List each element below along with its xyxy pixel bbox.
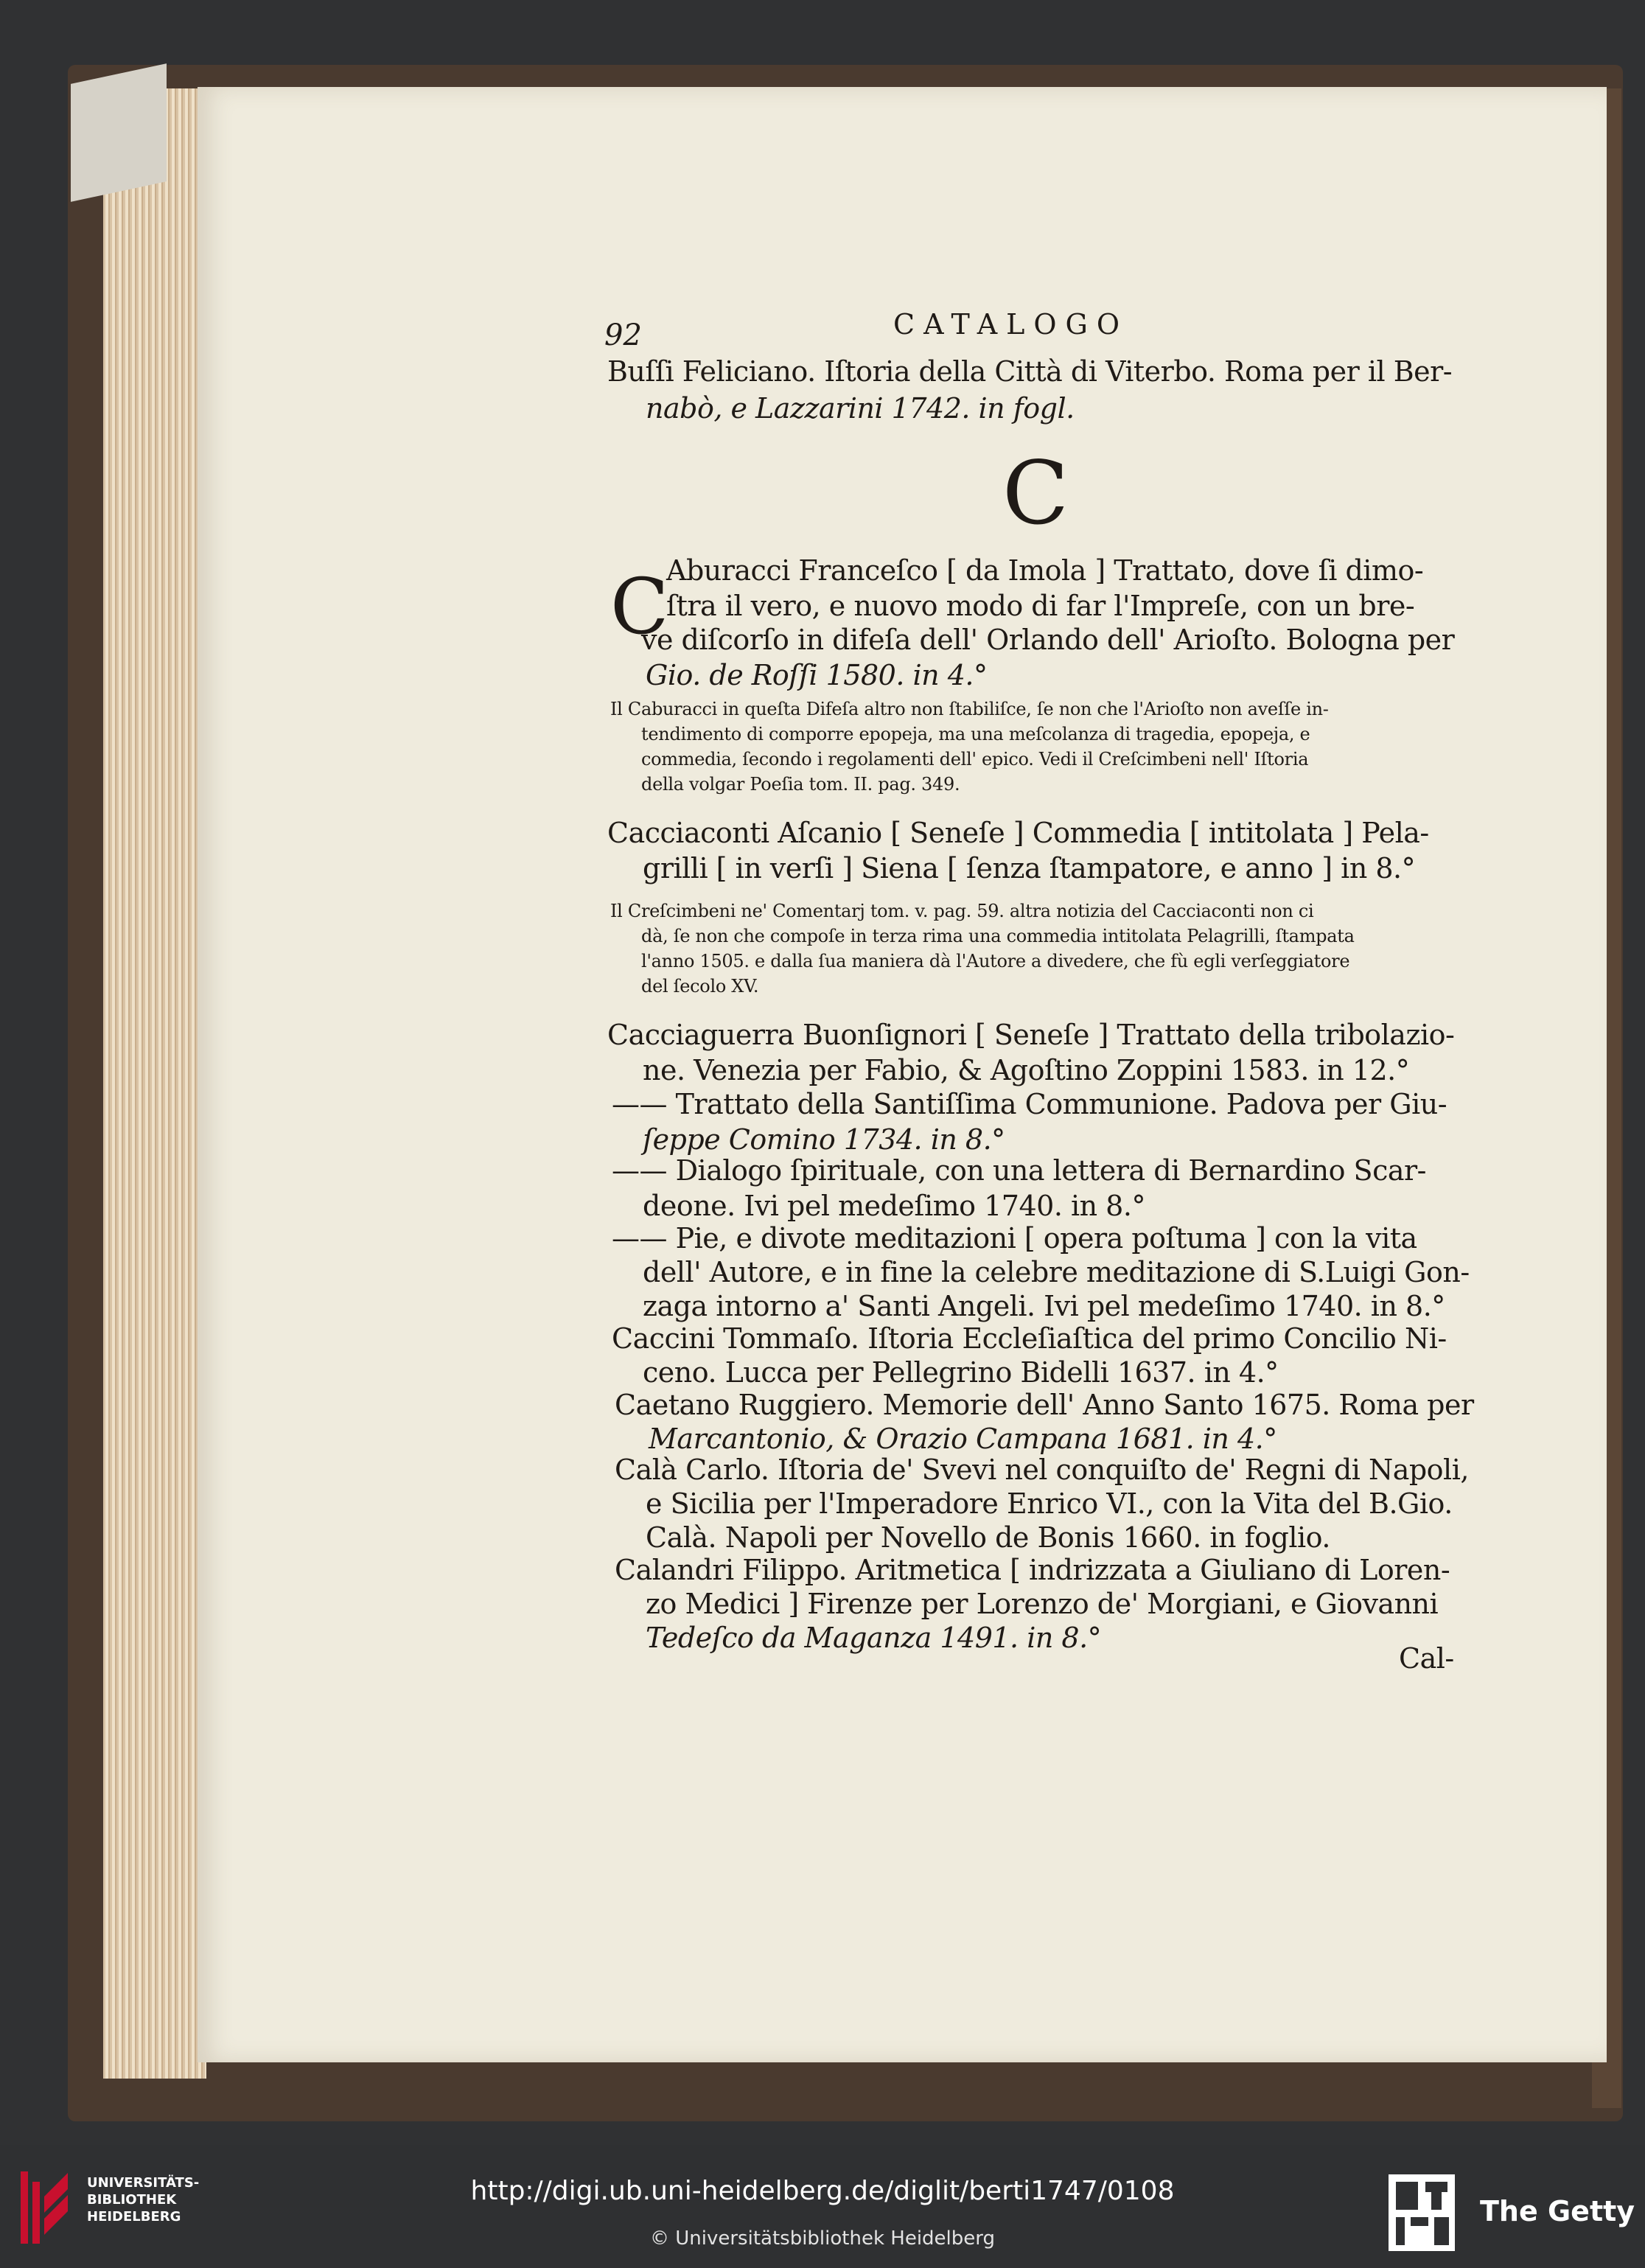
text-line: ſeppe Comino 1734. in 8.° — [643, 1123, 1005, 1156]
drop-cap: C — [610, 562, 669, 652]
text-line: Calà. Napoli per Novello de Bonis 1660. in foglio. — [646, 1521, 1330, 1554]
text-line: Calandri Filippo. Aritmetica [ indrizzata a Giuliano di Loren- — [615, 1554, 1450, 1586]
text-line: del ſecolo XV. — [641, 976, 759, 997]
text-line: Cacciaguerra Buonſignori [ Seneſe ] Trattato della tribolazio- — [607, 1019, 1455, 1051]
running-header: CATALOGO — [893, 308, 1129, 341]
getty-logo-icon — [1386, 2171, 1458, 2254]
text-line: Caetano Ruggiero. Memorie dell' Anno Santo 1675. Roma per — [615, 1389, 1474, 1421]
text-line: Cacciaconti Aſcanio [ Seneſe ] Commedia [ intitolata ] Pela- — [607, 817, 1429, 849]
text-line: tendimento di comporre epopeja, ma una meſcolanza di tragedia, epopeja, e — [641, 724, 1310, 744]
text-line: zaga intorno a' Santi Angeli. Ivi pel medeſimo 1740. in 8.° — [643, 1290, 1445, 1322]
text-line: —— Pie, e divote meditazioni [ opera poſtuma ] con la vita — [612, 1222, 1417, 1255]
text-line: —— Dialogo ſpirituale, con una lettera di Bernardino Scar- — [612, 1154, 1427, 1187]
source-url-link[interactable]: http://digi.ub.uni-heidelberg.de/diglit/berti1747/0108 — [470, 2176, 1175, 2206]
text-line: Il Creſcimbeni ne' Comentarj tom. v. pag. 59. altra notizia del Cacciaconti non ci — [610, 901, 1314, 921]
text-line: zo Medici ] Firenze per Lorenzo de' Morgiani, e Giovanni — [646, 1588, 1439, 1620]
text-line: ve diſcorſo in difeſa dell' Orlando dell' Arioſto. Bologna per — [641, 624, 1455, 656]
text-line: ſtra il vero, e nuovo modo di far l'Impreſe, con un bre- — [666, 590, 1415, 622]
text-line: ne. Venezia per Fabio, & Agoſtino Zoppini 1583. in 12.° — [643, 1054, 1410, 1086]
text-line: commedia, ſecondo i regolamenti dell' epico. Vedi il Creſcimbeni nell' Iſtoria — [641, 749, 1309, 770]
text-line: grilli [ in verſi ] Siena [ ſenza ſtampatore, e anno ] in 8.° — [643, 852, 1416, 884]
text-line: Cal- — [1399, 1642, 1454, 1675]
text-line: —— Trattato della Santiſſima Communione. Padova per Giu- — [612, 1088, 1447, 1120]
text-line: l'anno 1505. e dalla ſua maniera dà l'Autore a divedere, che fù egli verſeggiatore — [641, 951, 1350, 971]
text-line: dell' Autore, e in fine la celebre meditazione di S.Luigi Gon- — [643, 1256, 1470, 1288]
section-letter: C — [1002, 442, 1069, 544]
text-line: Il Caburacci in queſta Difeſa altro non ſtabiliſce, ſe non che l'Arioſto non aveſſe in- — [610, 699, 1329, 719]
text-line: Gio. de Roſſi 1580. in 4.° — [646, 659, 988, 691]
text-line: Buſſi Feliciano. Iſtoria della Città di Viterbo. Roma per il Ber- — [607, 355, 1453, 388]
text-line: deone. Ivi pel medeſimo 1740. in 8.° — [643, 1190, 1145, 1222]
page-edges — [103, 88, 206, 2079]
getty-logo-text: The Getty — [1480, 2195, 1635, 2227]
text-line: della volgar Poeſia tom. II. pag. 349. — [641, 774, 960, 795]
logo-left-text: UNIVERSITÄTS- BIBLIOTHEK HEIDELBERG — [87, 2175, 200, 2225]
text-line: dà, ſe non che compoſe in terza rima una commedia intitolata Pelagrilli, ſtampata — [641, 926, 1355, 946]
copyright-text: © Universitätsbibliothek Heidelberg — [649, 2227, 995, 2250]
text-line: Tedeſco da Maganza 1491. in 8.° — [646, 1622, 1102, 1654]
text-line: Aburacci Franceſco [ da Imola ] Trattato, dove ſi dimo- — [666, 554, 1424, 587]
cover-corner — [71, 63, 167, 202]
text-line: Calà Carlo. Iſtoria de' Svevi nel conquiſto de' Regni di Napoli, — [615, 1454, 1469, 1486]
text-line: ceno. Lucca per Pellegrino Bidelli 1637. in 4.° — [643, 1356, 1279, 1389]
text-line: nabò, e Lazzarini 1742. in fogl. — [646, 392, 1075, 425]
text-line: Marcantonio, & Orazio Campana 1681. in 4.° — [649, 1423, 1277, 1455]
text-line: Caccini Tommaſo. Iſtoria Eccleſiaſtica del primo Concilio Ni- — [612, 1322, 1447, 1355]
text-line: e Sicilia per l'Imperadore Enrico VI., con la Vita del B.Gio. — [646, 1487, 1453, 1520]
page-number: 92 — [604, 318, 642, 352]
